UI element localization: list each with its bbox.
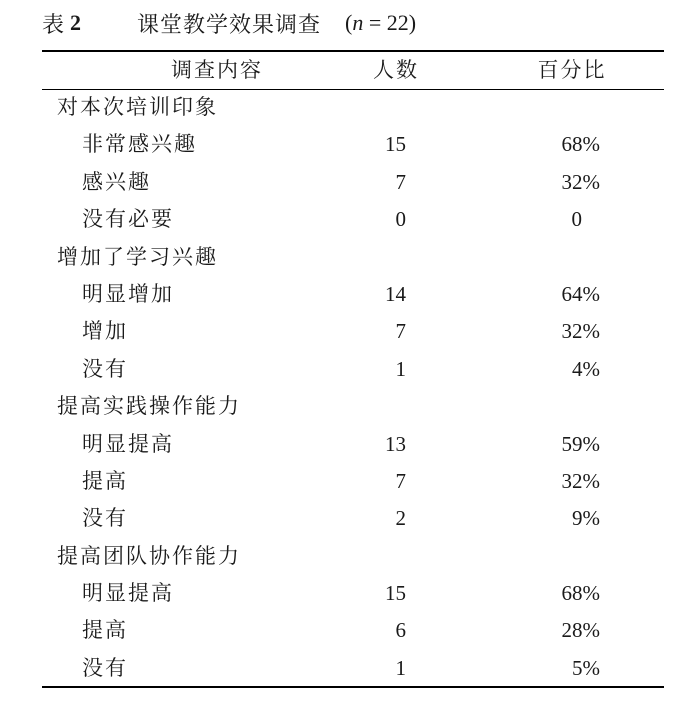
- count-cell: 14: [385, 281, 406, 306]
- count-cell: 7: [395, 169, 406, 194]
- item-label: 明显增加: [82, 281, 174, 306]
- category-row: [42, 538, 664, 575]
- table-header-row: [42, 52, 664, 89]
- table-row: [42, 575, 664, 612]
- table-row: [42, 201, 664, 238]
- item-label: 没有: [82, 655, 128, 680]
- table-row: [42, 126, 664, 163]
- table-row: [42, 463, 664, 500]
- header-percent: 百分比: [537, 58, 607, 82]
- item-label: 明显提高: [82, 581, 174, 606]
- count-cell: 0: [395, 207, 406, 232]
- survey-table: [42, 52, 664, 687]
- category-label: 对本次培训印象: [57, 95, 218, 119]
- table-row: [42, 500, 664, 537]
- percent-cell: 68%: [561, 132, 600, 157]
- count-cell: 7: [395, 468, 406, 493]
- percent-cell: 32%: [561, 319, 600, 344]
- count-cell: 15: [385, 132, 406, 157]
- count-cell: 13: [385, 431, 406, 456]
- table-row: [42, 276, 664, 313]
- item-label: 非常感兴趣: [82, 132, 197, 157]
- count-cell: 6: [395, 618, 406, 643]
- item-label: 没有必要: [82, 207, 174, 232]
- table-row: [42, 612, 664, 649]
- table-row: [42, 164, 664, 201]
- category-label: 增加了学习兴趣: [57, 244, 218, 269]
- item-label: 感兴趣: [82, 169, 151, 194]
- category-label: 提高团队协作能力: [57, 543, 241, 568]
- table-row: [42, 650, 664, 687]
- percent-cell: 28%: [561, 618, 600, 643]
- caption-number: 2: [70, 10, 82, 35]
- count-cell: 1: [395, 655, 406, 680]
- item-label: 没有: [82, 356, 128, 381]
- category-row: [42, 89, 664, 126]
- table-row: [42, 313, 664, 350]
- percent-cell: 5%: [572, 655, 600, 680]
- count-cell: 2: [395, 506, 406, 531]
- caption-label: 表: [42, 11, 65, 37]
- percent-cell: 64%: [561, 281, 600, 306]
- item-label: 提高: [82, 468, 128, 493]
- category-row: [42, 388, 664, 425]
- sample-size-note: (n = 22): [345, 10, 417, 35]
- table-row: [42, 426, 664, 463]
- table-row: [42, 351, 664, 388]
- item-label: 没有: [82, 506, 128, 531]
- count-cell: 15: [385, 581, 406, 606]
- count-cell: 7: [395, 319, 406, 344]
- percent-cell: 68%: [561, 581, 600, 606]
- percent-cell: 32%: [561, 169, 600, 194]
- count-cell: 1: [395, 356, 406, 381]
- percent-cell: 4%: [572, 356, 600, 381]
- percent-cell: 9%: [572, 506, 600, 531]
- percent-cell: 32%: [561, 468, 600, 493]
- item-label: 增加: [82, 319, 128, 344]
- table-caption: [42, 6, 416, 40]
- percent-cell: 59%: [561, 431, 600, 456]
- category-row: [42, 239, 664, 276]
- sample-size-variable: n: [352, 10, 364, 35]
- header-count: 人数: [373, 58, 419, 82]
- caption-title: 课堂教学效果调查: [137, 12, 322, 38]
- item-label: 提高: [82, 618, 128, 643]
- percent-cell: 0: [571, 207, 582, 232]
- category-label: 提高实践操作能力: [57, 394, 241, 419]
- header-survey-content: 调查内容: [171, 58, 263, 82]
- table-body: [42, 89, 664, 687]
- item-label: 明显提高: [82, 431, 174, 456]
- sample-size-value: = 22): [363, 10, 417, 35]
